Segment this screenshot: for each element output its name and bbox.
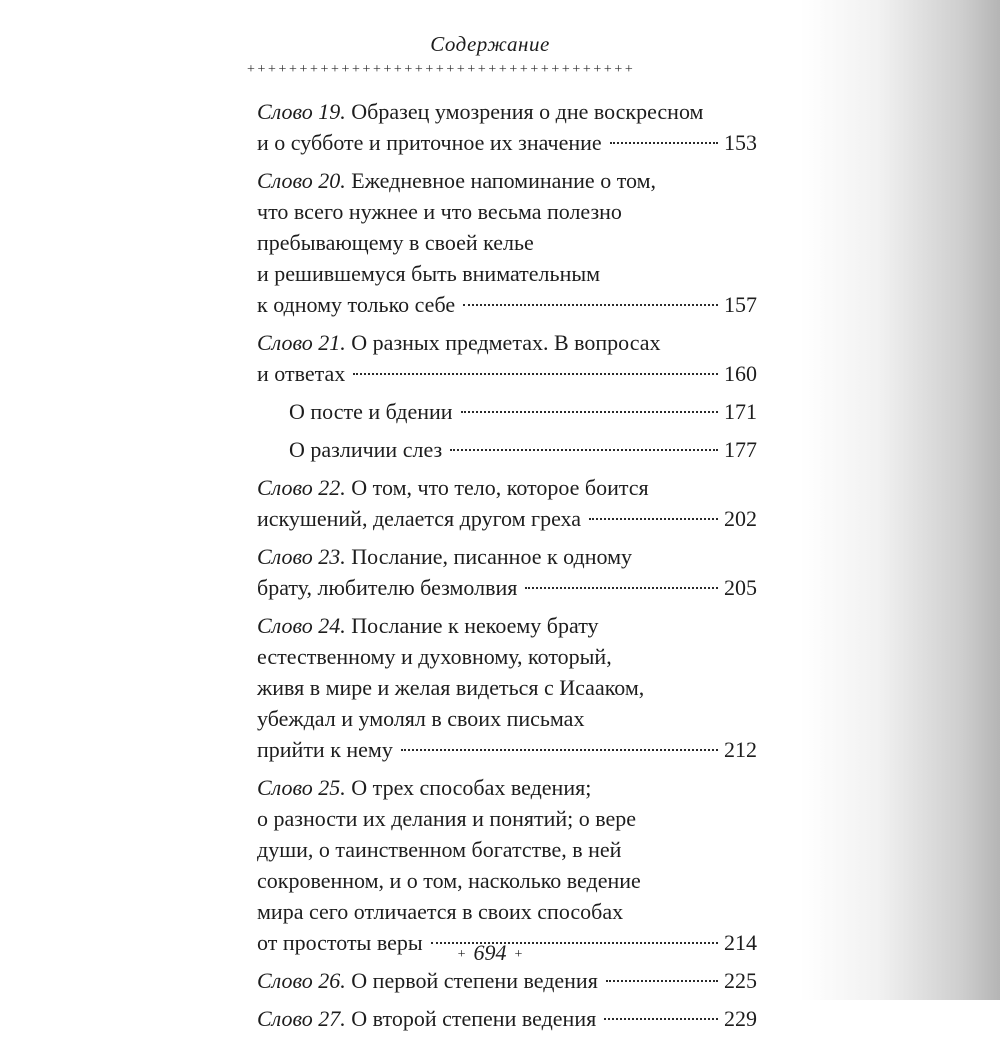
toc-page-number: 157 bbox=[724, 292, 757, 317]
toc-entry-text: мира сего отличается в своих способах bbox=[257, 899, 624, 924]
toc-entry-text: и решившемуся быть внимательным bbox=[257, 261, 601, 286]
toc-page-number: 214 bbox=[724, 930, 757, 955]
toc-entry-line bbox=[257, 610, 757, 641]
toc-entry-text: и о субботе и приточное их значение bbox=[257, 130, 602, 155]
toc-entry bbox=[257, 772, 757, 958]
page-number: 694 bbox=[473, 940, 507, 965]
toc-entry-text: естественному и духовному, который, bbox=[257, 644, 612, 669]
toc-entry-text: Ежедневное напоминание о том, bbox=[351, 168, 657, 193]
toc-entry-text: души, о таинственном богатстве, в ней bbox=[257, 837, 622, 862]
toc-entry-text: О том, что тело, которое боится bbox=[351, 475, 649, 500]
toc-page-number: 225 bbox=[724, 968, 757, 993]
toc-entry-final-line bbox=[257, 965, 757, 996]
toc-page-number: 212 bbox=[724, 737, 757, 762]
toc-entry-text: пребывающему в своей келье bbox=[257, 230, 534, 255]
toc-entry-text: Образец умозрения о дне воскресном bbox=[351, 99, 704, 124]
toc-entry-line bbox=[257, 541, 757, 572]
toc-entry-text: от простоты веры bbox=[257, 930, 423, 955]
toc-entry-text: Послание, писанное к одному bbox=[351, 544, 633, 569]
toc-entry-final-line bbox=[289, 434, 757, 465]
dot-leader bbox=[606, 980, 718, 982]
toc-page-number: 153 bbox=[724, 130, 757, 155]
folio-ornament-right-icon: + bbox=[514, 946, 523, 962]
toc-entry-line bbox=[257, 327, 757, 358]
toc-entry bbox=[257, 1003, 757, 1034]
toc-entry-text: что всего нужнее и что весьма полезно bbox=[257, 199, 622, 224]
toc-entry-line bbox=[257, 258, 757, 289]
toc-entry-final-line bbox=[289, 396, 757, 427]
text-block bbox=[225, 0, 757, 1031]
book-gutter-shadow bbox=[800, 0, 1000, 1000]
toc-entry-line bbox=[257, 196, 757, 227]
toc-entry bbox=[257, 965, 757, 996]
toc-entry-line bbox=[257, 703, 757, 734]
toc-entry-line bbox=[257, 834, 757, 865]
running-head: Содержание bbox=[430, 32, 550, 56]
toc-entry bbox=[257, 541, 757, 603]
page-folio bbox=[225, 940, 755, 966]
toc-entry-final-line bbox=[257, 358, 757, 389]
toc-entry bbox=[257, 96, 757, 158]
toc-entry-text: брату, любителю безмолвия bbox=[257, 575, 518, 600]
toc-entry-line bbox=[257, 96, 757, 127]
toc-page-number: 229 bbox=[724, 1006, 757, 1031]
toc-entry-line bbox=[257, 803, 757, 834]
folio-ornament-left-icon: + bbox=[457, 946, 466, 962]
toc-entry bbox=[257, 610, 757, 765]
dot-leader bbox=[353, 373, 718, 375]
toc-entry-final-line bbox=[257, 289, 757, 320]
toc-entry-line bbox=[257, 472, 757, 503]
toc-entry-label: Слово 22. bbox=[257, 475, 346, 500]
toc-page-number: 177 bbox=[724, 437, 757, 462]
toc-entry-text: живя в мире и желая видеться с Исааком, bbox=[257, 675, 645, 700]
toc-entry-text: к одному только себе bbox=[257, 292, 456, 317]
toc-entry-label: Слово 23. bbox=[257, 544, 346, 569]
toc-entry-label: Слово 21. bbox=[257, 330, 346, 355]
toc-entry-text: О посте и бдении bbox=[289, 399, 453, 424]
toc-entry-label: Слово 26. bbox=[257, 968, 346, 993]
toc-entry-text: О первой степени ведения bbox=[351, 968, 598, 993]
toc-entry-final-line bbox=[257, 503, 757, 534]
dot-leader bbox=[604, 1018, 718, 1020]
toc-entry bbox=[257, 472, 757, 534]
toc-page-number: 160 bbox=[724, 361, 757, 386]
toc-entry-line bbox=[257, 641, 757, 672]
toc-entry-final-line bbox=[257, 1003, 757, 1034]
toc-entry bbox=[257, 396, 757, 427]
toc-entry-line bbox=[257, 672, 757, 703]
ornament-rule: +++++++++++++++++++++++++++++++++++++ bbox=[247, 62, 636, 77]
toc-entry-line bbox=[257, 896, 757, 927]
toc-entry-text: О разных предметах. В вопросах bbox=[351, 330, 661, 355]
dot-leader bbox=[589, 518, 718, 520]
toc-entry-text: сокровенном, и о том, насколько ведение bbox=[257, 868, 641, 893]
toc-entry-text: О различии слез bbox=[289, 437, 443, 462]
toc-entry-final-line bbox=[257, 572, 757, 603]
dot-leader bbox=[401, 749, 718, 751]
toc-entry-line bbox=[257, 165, 757, 196]
toc-entry-text: О трех способах ведения; bbox=[351, 775, 592, 800]
toc-entry-text: прийти к нему bbox=[257, 737, 393, 762]
toc-entry-line bbox=[257, 865, 757, 896]
toc-entry-text: Послание к некоему брату bbox=[351, 613, 599, 638]
toc-page-number: 205 bbox=[724, 575, 757, 600]
table-of-contents bbox=[257, 96, 757, 1041]
toc-entry-line bbox=[257, 227, 757, 258]
toc-entry-label: Слово 24. bbox=[257, 613, 346, 638]
toc-entry-text: убеждал и умолял в своих письмах bbox=[257, 706, 585, 731]
toc-entry bbox=[257, 165, 757, 320]
dot-leader bbox=[525, 587, 718, 589]
toc-entry-line bbox=[257, 772, 757, 803]
toc-entry-label: Слово 27. bbox=[257, 1006, 346, 1031]
toc-entry-final-line bbox=[257, 127, 757, 158]
dot-leader bbox=[450, 449, 718, 451]
toc-entry-label: Слово 20. bbox=[257, 168, 346, 193]
toc-entry-text: искушений, делается другом греха bbox=[257, 506, 582, 531]
toc-entry-final-line bbox=[257, 734, 757, 765]
toc-entry bbox=[257, 327, 757, 389]
toc-entry bbox=[257, 434, 757, 465]
toc-entry-label: Слово 25. bbox=[257, 775, 346, 800]
toc-page-number: 202 bbox=[724, 506, 757, 531]
toc-entry-text: О второй степени ведения bbox=[351, 1006, 597, 1031]
dot-leader bbox=[461, 411, 718, 413]
toc-entry-text: и ответах bbox=[257, 361, 346, 386]
toc-entry-label: Слово 19. bbox=[257, 99, 346, 124]
dot-leader bbox=[610, 142, 718, 144]
dot-leader bbox=[463, 304, 718, 306]
toc-page-number: 171 bbox=[724, 399, 757, 424]
toc-entry-text: о разности их делания и понятий; о вере bbox=[257, 806, 637, 831]
